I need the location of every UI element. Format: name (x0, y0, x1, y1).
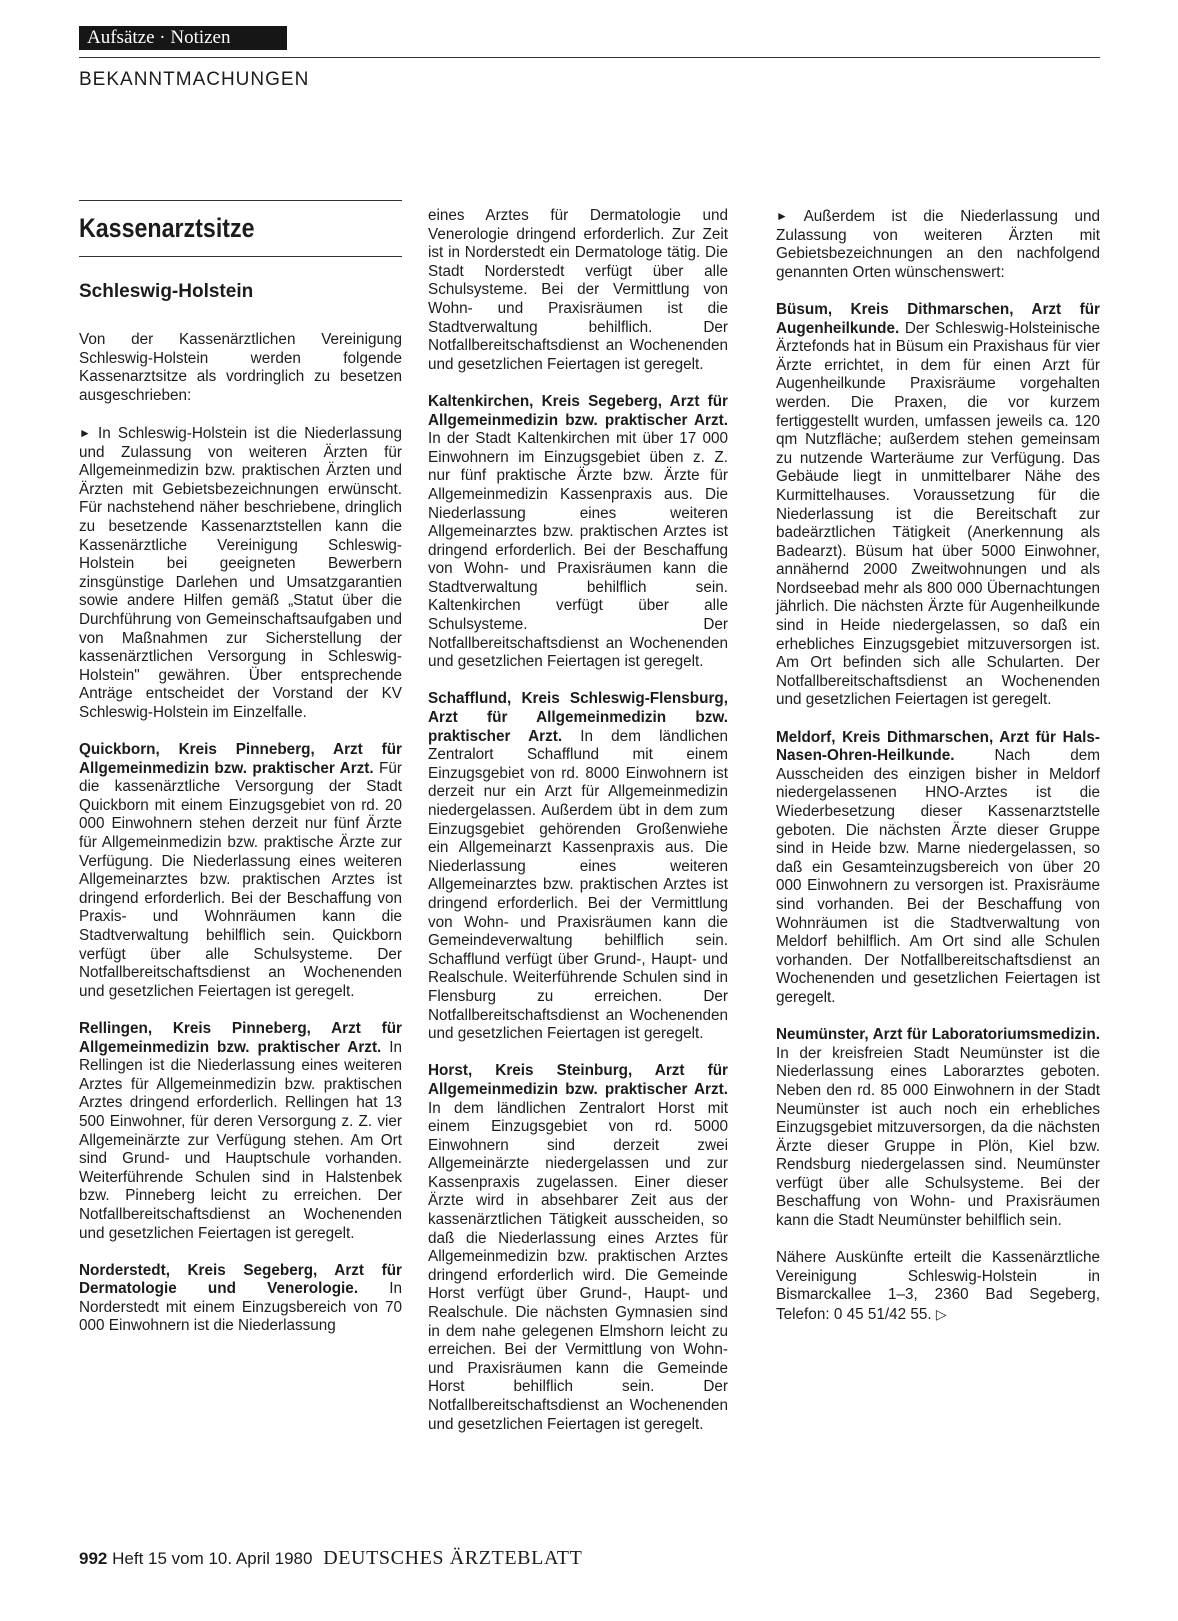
entry-heading: Norderstedt, Kreis Segeberg, Arzt für Dermatologie und Venerologie. (79, 1261, 402, 1298)
bullet-triangle-icon: ► (79, 425, 91, 440)
bullet-paragraph-1 (79, 424, 402, 723)
column-3 (776, 207, 1100, 1325)
entry-heading: Büsum, Kreis Dithmarschen, Arzt für Augenheilkunde. (776, 300, 1100, 337)
entry-norderstedt (79, 1262, 402, 1336)
article-subtitle: Schleswig-Holstein (79, 281, 254, 302)
entry-heading: Kaltenkirchen, Kreis Segeberg, Arzt für Allgemeinmedizin bzw. praktischer Arzt. (428, 392, 728, 429)
entry-body: In der Stadt Kaltenkirchen mit über 17 000 Einwohnern im Einzugsgebiet üben z. Z. nur fünf praktische Ärzte bzw. Ärzte für Allgemeinmedizin Kassenpraxis aus. Die Niederlassung eines weiteren Allgemeinarztes bzw. praktischen Arztes ist dringend erforderlich. Bei der Beschaffung von Wohn- und Praxisräumen kann die Stadtverwaltung behilflich sein. Kaltenkirchen verfügt über alle Schulsysteme. Der Notfallbereitschaftsdienst an Wochenenden und gesetzlichen Feiertagen ist geregelt. (428, 430, 728, 671)
entry-norderstedt-continued: eines Arztes für Dermatologie und Venerologie dringend erforderlich. Zur Zeit ist in Norderstedt ein Dermatologe tätig. Die Stadt Norderstedt verfügt über alle Schulsysteme. Bei der Vermittlung von Wohn- und Praxisräumen ist die Stadtverwaltung behilflich. Der Notfallbereitschaftsdienst an Wochenenden und gesetzlichen Feiertagen ist geregelt. (428, 207, 728, 373)
page-number: 992 (79, 1549, 108, 1568)
entry-body: In Norderstedt mit einem Einzugsbereich von 70 000 Einwohnern ist die Niederlassung (79, 1280, 403, 1335)
page-footer (79, 1547, 582, 1570)
entry-heading: Rellingen, Kreis Pinneberg, Arzt für Allgemeinmedizin bzw. praktischer Arzt. (79, 1019, 402, 1056)
entry-heading: Neumünster, Arzt für Laboratoriumsmedizin. (776, 1026, 1100, 1044)
entry-heading: Quickborn, Kreis Pinneberg, Arzt für Allgemeinmedizin bzw. praktischer Arzt. (79, 741, 402, 777)
entry-heading: Horst, Kreis Steinburg, Arzt für Allgemeinmedizin bzw. praktischer Arzt. (428, 1062, 728, 1098)
entry-schafflund (428, 690, 728, 1043)
title-block (79, 200, 402, 257)
header-rule (79, 57, 1100, 58)
continue-arrow-icon: ▷ (935, 1306, 947, 1323)
section-tag: Aufsätze · Notizen (79, 26, 287, 50)
bullet-paragraph-2 (776, 207, 1100, 282)
entry-heading: Schafflund, Kreis Schleswig-Flensburg, Arzt für Allgemeinmedizin bzw. praktischer Arzt. (428, 690, 728, 745)
entry-quickborn (79, 741, 402, 1001)
closing-paragraph (776, 1249, 1100, 1324)
intro-paragraph: Von der Kassenärztlichen Vereinigung Schleswig-Holstein werden folgende Kassenarztsitze als vordringlich zu besetzen ausgeschrieben: (79, 331, 402, 404)
entry-body: In dem ländlichen Zentralort Horst mit einem Einzugsgebiet von rd. 5000 Einwohnern sind derzeit zwei Allgemeinärzte niedergelassen und zur Kassenpraxis zugelassen. Einer dieser Ärzte wird in absehbarer Zeit aus der kassenärztlichen Tätigkeit ausscheiden, so daß die Niederlassung eines Arztes für Allgemeinmedizin bzw. praktischen Arztes dringend erforderlich wird. Die Gemeinde Horst verfügt über Grund-, Haupt- und Realschule. Die nächsten Gymnasien sind in dem nahe gelegenen Elmshorn leicht zu erreichen. Bei der Vermittlung von Wohn- und Praxisräumen kann die Gemeinde Horst behilflich sein. Der Notfallbereitschaftsdienst an Wochenenden und gesetzlichen Feiertagen ist geregelt. (428, 1099, 728, 1433)
article-title: Kassenarztsitze (79, 213, 255, 243)
entry-body: Für die kassenärztliche Versorgung der Stadt Quickborn mit einem Einzugsgebiet von rd. 20 000 Einwohnern stehen derzeit nur fünf Ärzte für Allgemeinmedizin bzw. praktische Ärzte zur Verfügung. Die Niederlassung eines weiteren Allgemeinarztes bzw. praktischen Arztes ist dringend erforderlich. Bei der Beschaffung von Praxis- und Wohnräumen kann die Stadtverwaltung behilflich sein. Quickborn verfügt über alle Schulsysteme. Der Notfallbereitschaftsdienst an Wochenenden und gesetzlichen Feiertagen ist geregelt. (79, 759, 402, 1000)
column-1 (79, 200, 402, 1336)
entry-body: Der Schleswig-Holsteinische Ärztefonds hat in Büsum ein Praxishaus für vier Ärzte errichtet, in dem für einen Arzt für Augenheilkunde Praxisräume vorgehalten werden. Die Praxen, die vor kurzem fertiggestellt wurden, umfassen jeweils ca. 120 qm Nutzfläche; außerdem stehen gemeinsam zu nutzende Warteräume zur Verfügung. Das Gebäude liegt in unmittelbarer Nähe des Kurmittelhauses. Voraussetzung für die Niederlassung ist die Bereitschaft zur badeärztlichen Tätigkeit (Anerkennung als Badearzt). Büsum hat über 5000 Einwohner, annähernd 2000 Zweitwohnungen und als Nordseebad mehr als 800 000 Übernachtungen jährlich. Die nächsten Ärzte für Augenheilkunde sind in Heide niedergelassen, so daß ein erhebliches Einzugsgebiet mitzuversorgen ist. Am Ort befinden sich alle Schularten. Der Notfallbereitschaftsdienst an Wochenenden und gesetzlichen Feiertagen ist geregelt. (776, 319, 1100, 709)
issue-info: Heft 15 vom 10. April 1980 (112, 1549, 313, 1568)
entry-body: In der kreisfreien Stadt Neumünster ist die Niederlassung eines Laborarztes geboten. Neben den rd. 85 000 Einwohnern in der Stadt Neumünster ist auch noch ein erhebliches Einzugsgebiet mitzuversorgen, da die nächsten Ärzte dieser Gruppe in Plön, Kiel bzw. Rendsburg niedergelassen sind. Neumünster verfügt über alle Schulsysteme. Bei der Beschaffung von Wohn- und Praxisräumen kann die Stadt Neumünster behilflich sein. (776, 1044, 1100, 1230)
entry-body: In Rellingen ist die Niederlassung eines weiteren Arztes für Allgemeinmedizin bzw. praktischen Arztes dringend erforderlich. Rellingen hat 13 500 Einwohner, für deren Versorgung z. Z. vier Allgemeinärzte zur Verfügung stehen. Am Ort sind Grund- und Hauptschule vorhanden. Weiterführende Schulen sind in Halstenbek bzw. Pinneberg leicht zu erreichen. Der Notfallbereitschaftsdienst an Wochenenden und gesetzlichen Feiertagen ist geregelt. (79, 1038, 402, 1242)
entry-meldorf (776, 729, 1100, 1008)
entry-buesum (776, 301, 1100, 710)
bullet-text-2: Außerdem ist die Niederlassung und Zulassung von weiteren Ärzten mit Gebietsbezeichnungen an den nachfolgend genannten Orten wünschenswert: (776, 208, 1101, 281)
entry-horst (428, 1062, 728, 1434)
entry-neumuenster (776, 1026, 1100, 1231)
entry-body: Nach dem Ausscheiden des einzigen bisher in Meldorf niedergelassenen HNO-Arztes ist die Wiederbesetzung dieser Kassenarztstelle geboten. Die nächsten Ärzte dieser Gruppe sind in Heide bzw. Marne niedergelassen, so daß ein Gesamteinzugsbereich von über 20 000 Einwohnern zu versorgen ist. Praxisräume sind vorhanden. Bei der Beschaffung von Wohnräumen ist die Stadtverwaltung von Meldorf behilflich. Am Ort sind alle Schulen vorhanden. Der Notfallbereitschaftsdienst an Wochenenden und gesetzlichen Feiertagen ist geregelt. (776, 747, 1100, 1006)
entry-kaltenkirchen (428, 393, 728, 672)
journal-name: DEUTSCHES ÄRZTEBLATT (323, 1547, 583, 1569)
entry-body: In dem ländlichen Zentralort Schafflund mit einem Einzugsgebiet von rd. 8000 Einwohnern ist derzeit nur ein Arzt für Allgemeinmedizin niedergelassen. Außerdem übt in dem zum Einzugsgebiet gehörenden Großenwiehe ein Allgemeinarzt Kassenpraxis aus. Die Niederlassung eines weiteren Allgemeinarztes bzw. praktischen Arztes ist dringend erforderlich. Bei der Vermittlung von Wohn- und Praxisräumen kann die Gemeindeverwaltung behilflich sein. Schafflund verfügt über Grund-, Haupt- und Realschule. Weiterführende Schulen sind in Flensburg zu erreichen. Der Notfallbereitschaftsdienst an Wochenenden und gesetzlichen Feiertagen ist geregelt. (428, 727, 728, 1043)
bullet-triangle-icon: ► (776, 209, 788, 223)
entry-rellingen (79, 1020, 402, 1243)
closing-text: Nähere Auskünfte erteilt die Kassenärztliche Vereinigung Schleswig-Holstein in Bismarckallee 1–3, 2360 Bad Segeberg, Telefon: 0 45 51/42 55. (776, 1249, 1100, 1324)
section-heading: BEKANNTMACHUNGEN (79, 69, 310, 90)
bullet-text-1: In Schleswig-Holstein ist die Niederlassung und Zulassung von weiteren Ärzten für Allgemeinmedizin bzw. praktischen Ärzten und Ärzten mit Gebietsbezeichnungen erwünscht. Für nachstehend näher beschriebene, dringlich zu besetzende Kassenarztstellen kann die Kassenärztliche Vereinigung Schleswig-Holstein bei geeigneten Bewerbern zinsgünstige Darlehen und Umsatzgarantien sowie andere Hilfen gemäß „Statut über die Durchführung von Gemeinschaftsaufgaben und von Maßnahmen zur Sicherstellung der kassenärztlichen Versorgung in Schleswig-Holstein" gewähren. Über entsprechende Anträge entscheidet der Vorstand der KV Schleswig-Holstein im Einzelfalle. (79, 424, 402, 721)
entry-heading: Meldorf, Kreis Dithmarschen, Arzt für Hals-Nasen-Ohren-Heilkunde. (776, 728, 1100, 765)
column-2 (428, 207, 728, 1434)
